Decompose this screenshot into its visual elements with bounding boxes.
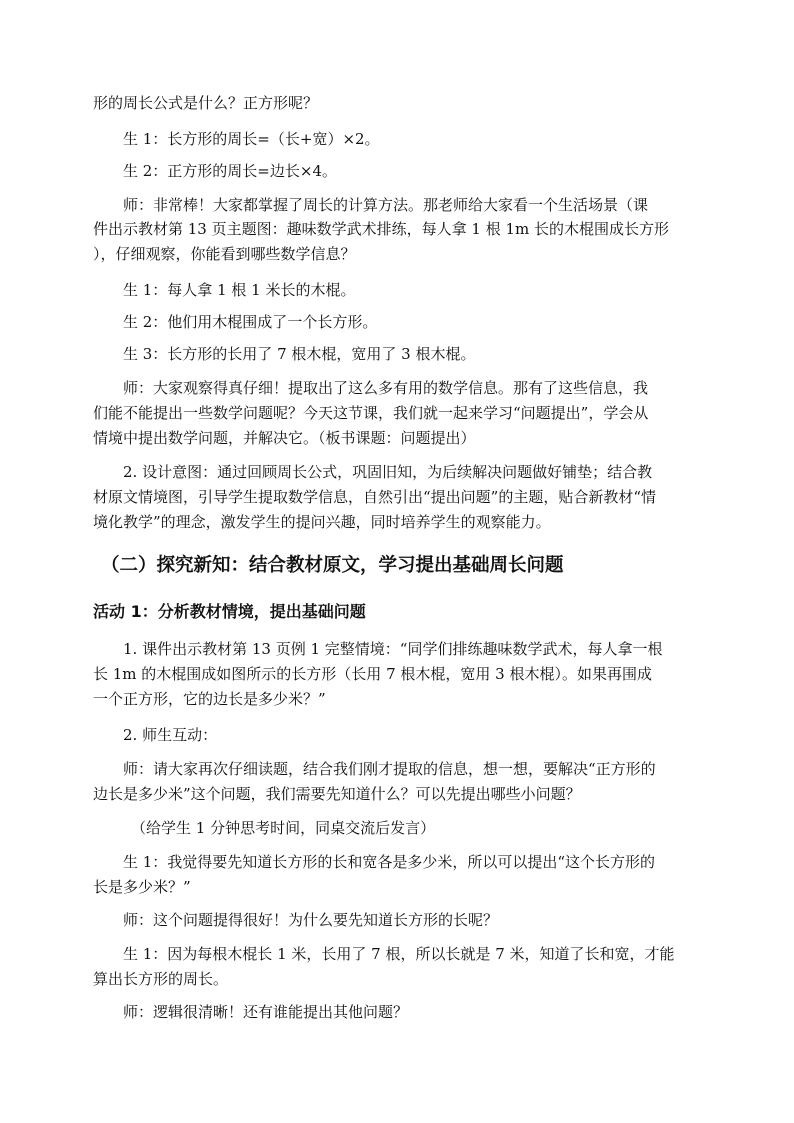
- text-line: 师：这个问题提得很好！为什么要先知道长方形的长呢？: [123, 911, 499, 929]
- text-line: 形的周长公式是什么？正方形呢？: [93, 94, 319, 112]
- text-line: 生 1：我觉得要先知道长方形的长和宽各是多少米，所以可以提出“这个长方形的: [123, 853, 655, 871]
- text-line: 边长是多少米”这个问题，我们需要先知道什么？可以先提出哪些小问题？: [93, 785, 581, 803]
- text-line: 长是多少米？”: [93, 878, 191, 896]
- text-line: 们能不能提出一些数学问题呢？今天这节课，我们就一起来学习“问题提出”，学会从: [93, 404, 649, 422]
- text-line: 生 2：他们用木棍围成了一个长方形。: [123, 313, 378, 331]
- text-line: 1. 课件出示教材第 13 页例 1 完整情境：“同学们排练趣味数学武术，每人拿一根: [123, 640, 663, 658]
- section-heading: （二）探究新知：结合教材原文，学习提出基础周长问题: [101, 555, 564, 576]
- text-line: （给学生 1 分钟思考时间，同桌交流后发言）: [131, 819, 436, 837]
- text-line: 2. 设计意图：通过回顾周长公式，巩固旧知，为后续解决问题做好铺垫；结合教: [123, 463, 653, 481]
- text-line: 生 1：因为每根木棍长 1 米，长用了 7 根，所以长就是 7 米，知道了长和宽，才能: [123, 945, 675, 963]
- text-line: 生 2：正方形的周长=边长×4。: [123, 162, 337, 180]
- text-line: 师：请大家再次仔细读题，结合我们刚才提取的信息，想一想，要解决“正方形的: [123, 760, 656, 778]
- text-line: 生 3：长方形的长用了 7 根木棍，宽用了 3 根木棍。: [123, 345, 476, 363]
- text-line: 长 1m 的木棍围成如图所示的长方形（长用 7 根木棍，宽用 3 根木棍）。如果再围成: [93, 665, 652, 683]
- text-line: ），仔细观察，你能看到哪些数学信息？: [93, 245, 356, 263]
- text-line: 件出示教材第 13 页主题图：趣味数学武术排练，每人拿 1 根 1m 长的木棍围成长方形: [93, 220, 670, 238]
- text-line: 师：非常棒！大家都掌握了周长的计算方法。那老师给大家看一个生活场景（课: [123, 196, 649, 214]
- text-line: 师：大家观察得真仔细！提取出了这么多有用的数学信息。那有了这些信息，我: [123, 379, 649, 397]
- text-line: 师：逻辑很清晰！还有谁能提出其他问题？: [123, 1003, 409, 1021]
- text-line: 算出长方形的周长。: [93, 970, 229, 988]
- activity-heading: 活动 1：分析教材情境，提出基础问题: [93, 602, 366, 621]
- text-line: 一个正方形，它的边长是多少米？”: [93, 690, 326, 708]
- text-line: 生 1：长方形的周长=（长+宽）×2。: [123, 130, 380, 148]
- text-line: 情境中提出数学问题，并解决它。（板书课题：问题提出）: [93, 429, 476, 447]
- text-line: 生 1：每人拿 1 根 1 米长的木棍。: [123, 281, 356, 299]
- text-line: 材原文情境图，引导学生提取数学信息，自然引出“提出问题”的主题，贴合新教材“情: [93, 488, 657, 506]
- text-line: 境化教学”的理念，激发学生的提问兴趣，同时培养学生的观察能力。: [93, 513, 551, 531]
- text-line: 2. 师生互动：: [123, 726, 218, 744]
